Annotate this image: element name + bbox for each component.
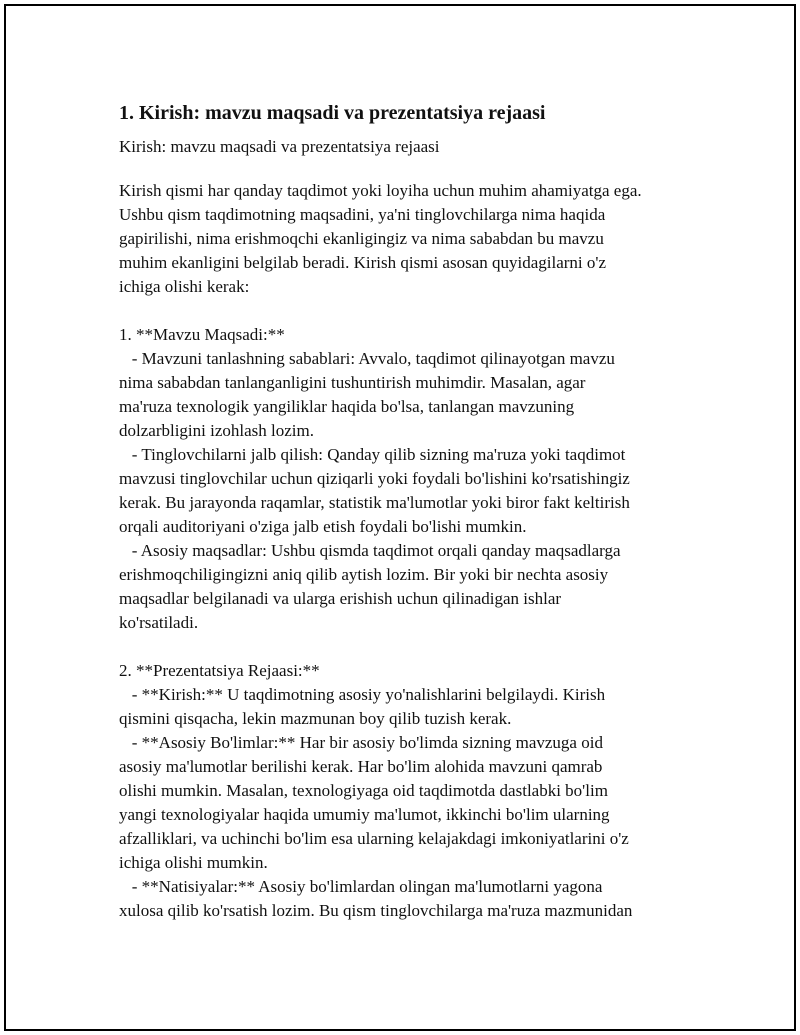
document-page	[4, 4, 796, 1031]
document-title: 1. Kirish: mavzu maqsadi va prezentatsiya rejaasi	[119, 102, 546, 124]
document-subtitle: Kirish: mavzu maqsadi va prezentatsiya rejaasi	[119, 137, 440, 156]
document-content	[119, 100, 709, 923]
document-body: Kirish qismi har qanday taqdimot yoki loyiha uchun muhim ahamiyatga ega. Ushbu qism taqdimotning maqsadini, ya'ni tinglovchilarga nima haqida gapirilishi, nima erishmoqchi ekanligingiz va nima sababdan bu mavzu muhim ekanligini belgilab beradi. Kirish qismi asosan quyidagilarni o'z ichiga olishi kerak: 1. **Mavzu Maqsadi:** - Mavzuni tanlashning sabablari: Avvalo, taqdimot qilinayotgan mavzu nima sababdan tanlanganligini tushuntirish muhimdir. Masalan, agar ma'ruza texnologik yangiliklar haqida bo'lsa, tanlangan mavzuning dolzarbligini izohlash lozim. - Tinglovchilarni jalb qilish: Qanday qilib sizning ma'ruza yoki taqdimot mavzusi tinglovchilar uchun qiziqarli yoki foydali bo'lishini ko'rsatishingiz kerak. Bu jarayonda raqamlar, statistik ma'lumotlar yoki biror fakt keltirish orqali auditoriyani o'ziga jalb etish foydali bo'lishi mumkin. - Asosiy maqsadlar: Ushbu qismda taqdimot orqali qanday maqsadlarga erishmoqchiligingizni aniq qilib aytish lozim. Bir yoki bir nechta asosiy maqsadlar belgilanadi va ularga erishish uchun qilinadigan ishlar ko'rsatiladi. 2. **Prezentatsiya Rejaasi:** - **Kirish:** U taqdimotning asosiy yo'nalishlarini belgilaydi. Kirish qismini qisqacha, lekin mazmunan boy qilib tuzish kerak. - **Asosiy Bo'limlar:** Har bir asosiy bo'limda sizning mavzuga oid asosiy ma'lumotlar berilishi kerak. Har bo'lim alohida mavzuni qamrab olishi mumkin. Masalan, texnologiyaga oid taqdimotda dastlabki bo'lim yangi texnologiyalar haqida umumiy ma'lumot, ikkinchi bo'lim ularning afzalliklari, va uchinchi bo'lim esa ularning kelajakdagi imkoniyatlarini o'z ichiga olishi mumkin. - **Natisiyalar:** Asosiy bo'limlardan olingan ma'lumotlarni yagona xulosa qilib ko'rsatish lozim. Bu qism tinglovchilarga ma'ruza mazmunidan	[119, 181, 642, 920]
